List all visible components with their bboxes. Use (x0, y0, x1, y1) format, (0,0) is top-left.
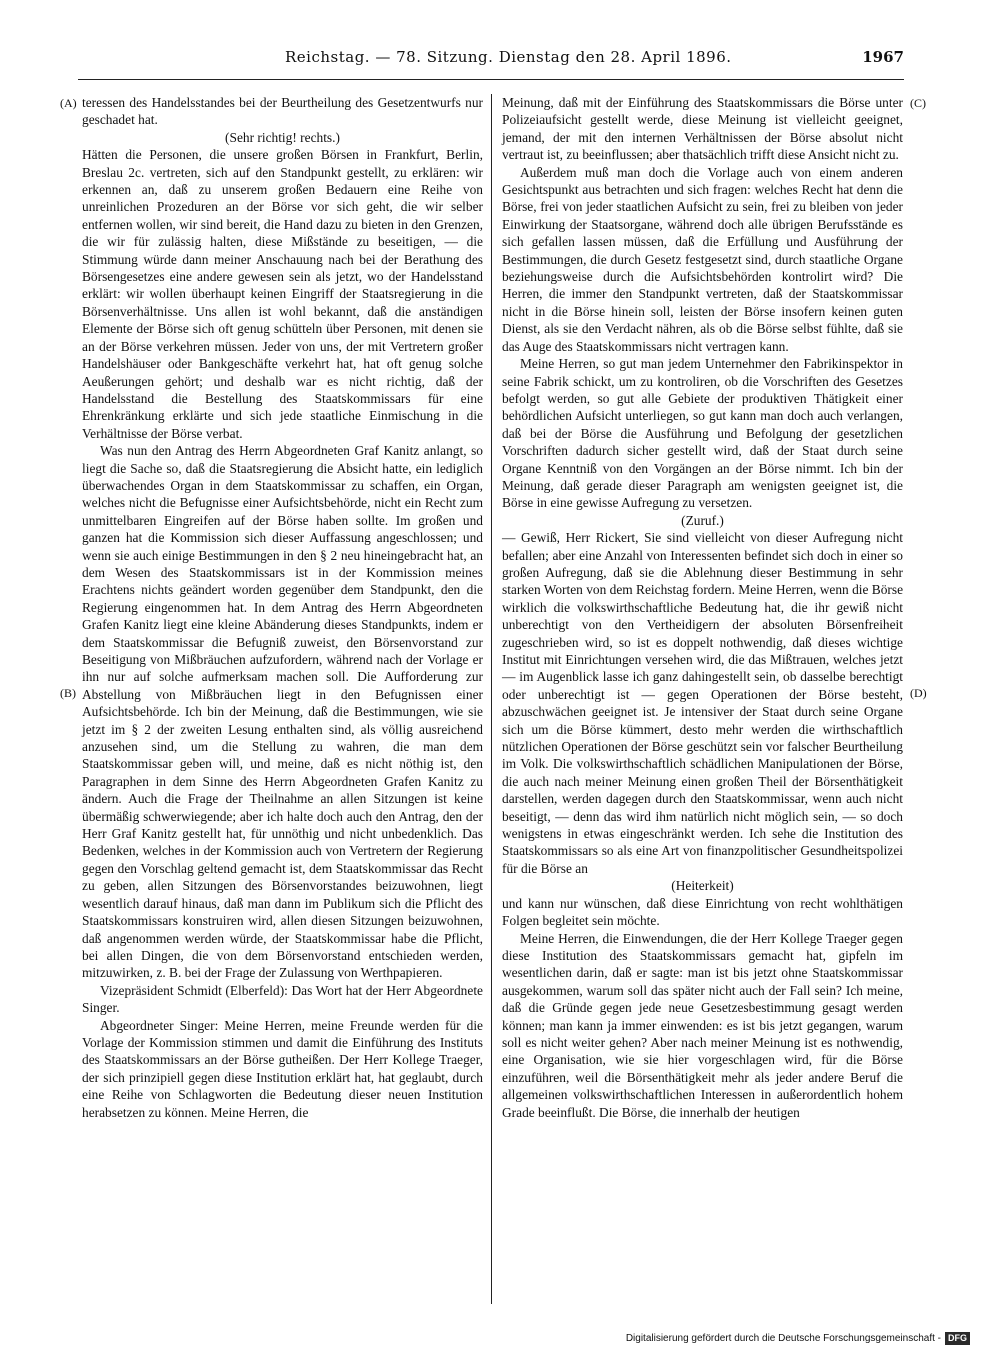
speaker-paragraph: Vizepräsident Schmidt (Elberfeld): Das Wort hat der Herr Abgeordnete Singer. (82, 982, 483, 1016)
paragraph: — Gewiß, Herr Rickert, Sie sind vielleicht von dieser Aufregung nicht befallen; aber eine Anzahl von Interessenten befindet sich doch in einer so großen Aufregung, daß sie die Ablehnung dieser Bestimmung in sehr starken Worten von dem Reichstag fordern. Meine Herren, wenn die Börse wirklich die volkswirthschaftliche Bedeutung hat, die ihr gewiß nicht unberechtigt von den Vertheidigern der absoluten Börsenfreiheit zugeschrieben wird, so ist es doppelt nothwendig, daß dieses wichtige Institut mit Einrichtungen versehen wird, die das Mißtrauen, welches jetzt — im Augenblick lasse ich ganz dahingestellt sein, ob dasselbe berechtigt oder unberechtigt ist — gegen Operationen der Börse besteht, abzuschwächen geeignet ist. Je intensiver der Staat durch seine Organe sich um die Börse kümmert, desto mehr werden die wirthschaftlich nützlichen Operationen der Börse geschützt sein vor falscher Beurtheilung im Volk. Die volkswirthschaftlich schädlichen Manipulationen der Börse, die auch nach meiner Meinung einen großen Theil der Börsenthätigkeit darstellen, werden dagegen durch den Staatskommissar, wenn auch nicht beseitigt, — denn das wird ihm natürlich nicht möglich sein, — so doch wenigstens in etwas eingeschränkt werden. Ich sehe die Institution des Staatskommissars so als eine Art von finanzpolitischer Gesundheitspolizei für die Börse an (502, 530, 904, 876)
paragraph: Was nun den Antrag des Herrn Abgeordneten Graf Kanitz anlangt, so liegt die Sache so, daß die Staatsregierung die Absicht hatte, ein lediglich überwachendes Organ in dem Staatskommissar zu schaffen, ein Organ, welches nicht die Befugnisse einer Aufsichtsbehörde, nicht ein Recht zum unmittelbaren Eingreifen auf der Börse haben sollte. Im großen und ganzen hat die Kommission sich dieser Auffassung angeschlossen; und wenn sie auch einige Bestimmungen in den § 2 neu hineingebracht hat, an dem Wesen des Staatskommissars ist in der Kommission meines Erachtens nichts geändert worden gegenüber dem Standpunkt, den die Regierung eingenommen hat. In dem Antrag des Herrn Abgeordneten Grafen Kanitz liegt eine kleine Abänderung dieses Standpunkts, indem er dem Staatskommissar die Befugniß zuweist, den Börsenvorstand zur Beseitigung von Mißbräuchen aufzufordern, während nach der Vorlage er ihn nur auf solche aufmerksam machen soll. Die Aufforderung zur Abstellung von Mißbräuchen liegt in den Befugnissen einer Aufsichtsbehörde. Ich bin der Meinung, daß die Bestimmungen, wie sie jetzt im § 2 der zweiten Lesung enthalten sind, als völlig ausreichend anzusehen sind, um die Stellung zu wahren, die man dem Staatskommissar geben will, und meine, daß es nicht nöthig ist, den Paragraphen in dem Sinne des Herrn Abgeordneten Grafen Kanitz zu ändern. Auch die Frage der Theilnahme an allen Sitzungen ist keine übermäßig schwerwiegende; aber ich halte doch auch den Antrag, den der Herr Graf Kanitz gestellt hat, für unnöthig und nicht unbedenklich. Das Bedenken, welches in der Kommission auch von Vertretern der Regierung gegen den Vorschlag geltend gemacht ist, dem Staatskommissar das Recht zu geben, allen Sitzungen des Börsenvorstandes beizuwohnen, liegt wesentlich darauf hinaus, daß man dann im Publikum sich die Pflicht des Staatskommissars konstruiren wird, allen diesen Sitzungen beizuwohnen, daß angenommen werden würde, der Staatskommissar habe die Pflicht, bei allen Dingen, die von dem Börsenvorstand entschieden werden, mitzuwirken, z. B. bei der Frage der Zulassung von Werthpapieren. (82, 443, 483, 981)
margin-marker-d: (D) (910, 686, 927, 700)
paragraph: Meinung, daß mit der Einführung des Staatskommissars die Börse unter Polizeiaufsicht gestellt werde, diese Meinung ist vielleicht geeignet, jemand, der mit den internen Verhältnissen der Börse absolut nicht vertraut ist, zu beeinflussen; aber thatsächlich trifft diese Ansicht nicht zu. (502, 95, 903, 163)
paragraph: teressen des Handelsstandes bei der Beurtheilung des Gesetzentwurfs nur geschadet hat. (82, 95, 483, 128)
paragraph: Meine Herren, die Einwendungen, die der Herr Kollege Traeger gegen diese Institution des Staatskommissars gemacht hat, gipfeln im wesentlichen darin, daß er sagte: man ist bis jetzt ohne Staatskommissar ausgekommen, warum soll das später nicht auch der Fall sein? Ich meine, daß die Gründe gegen jede neue Gesetzesbestimmung gesagt werden können; man kann ja immer einwenden: es ist bis jetzt gegangen, warum soll es nicht weiter gehen? Aber nach meiner Meinung ist es nothwendig, eine Organisation, wie sie hier vorgeschlagen wird, für die Börse einzuführen, weil die Börsenthätigkeit mehr als jeder andere Beruf die allgemeinen volkswirthschaftlichen Interessen in außerordentlich hohem Grade beeinflußt. Die Börse, die innerhalb der heutigen (502, 930, 903, 1120)
credit-text: Digitalisierung gefördert durch die Deutsche Forschungsgemeinschaft - (625, 1333, 941, 1344)
column-separator (491, 94, 492, 1304)
header-rule (78, 79, 904, 80)
margin-marker-a: (A) (60, 96, 77, 110)
interjection: (Sehr richtig! rechts.) (225, 129, 340, 145)
interjection: (Zuruf.) (681, 512, 724, 528)
header-title: Reichstag. — 78. Sitzung. Dienstag den 28. April 1896. (285, 48, 732, 66)
dfg-logo: DFG (945, 1332, 970, 1345)
digitization-credit (626, 1332, 970, 1345)
paragraph: und kann nur wünschen, daß diese Einrichtung von recht wohlthätigen Folgen begleitet sein möchte. (502, 895, 903, 929)
paragraph: Außerdem muß man doch die Vorlage auch von einem anderen Gesichtspunkt aus betrachten und sich fragen: welches Recht hat denn die Börse, frei von jeder staatlichen Aufsicht zu sein, frei zu bleiben von jeder Einwirkung der Staatsorgane, während doch alle übrigen Berufsstände es sich gefallen lassen müssen, daß die Erfüllung und Ausführung der Bestimmungen, die durch Gesetz festgesetzt sind, durch staatliche Organe beziehungsweise durch die Aufsichtsbehörden kontrolirt wird? Die Herren, die immer den Standpunkt vertreten, daß der Staatskommissar nicht in die Börse hinein soll, leisten der Börse insofern keinen guten Dienst, als sie den Verdacht nähren, als ob die Börse selbst fühlte, daß sie das Auge des Staatskommissars nicht vertragen kann. (502, 164, 903, 354)
margin-marker-b: (B) (60, 686, 76, 700)
paragraph: Meine Herren, so gut man jedem Unternehmer den Fabrikinspektor in seine Fabrik schickt, um zu kontroliren, ob die Vorschriften des Gesetzes befolgt werden, so gut alle Gebiete der produktiven Thätigkeit einer behördlichen Aufsicht unterliegen, so gut kann man doch auch verlangen, daß bei der Börse die Ausführung und Befolgung der gesetzlichen Vorschriften dadurch sicher gestellt wird, daß der Staat durch seine Organe Kenntniß von den Vorgängen an der Börse nimmt. Ich bin der Meinung, daß gerade dieser Paragraph am wenigsten geeignet ist, die Börse in eine gewisse Aufregung zu versetzen. (502, 356, 903, 511)
margin-marker-c: (C) (910, 96, 926, 110)
right-column (502, 94, 903, 1121)
page-number: 1967 (862, 48, 904, 66)
left-column (82, 94, 483, 1121)
running-header (30, 48, 910, 72)
interjection: (Heiterkeit) (671, 878, 734, 894)
speaker-paragraph: Abgeordneter Singer: Meine Herren, meine Freunde werden für die Vorlage der Kommission stimmen und damit die Einführung des Instituts des Staatskommissars an der Börse gutheißen. Der Herr Kollege Traeger, der sich prinzipiell gegen diese Institution erklärt hat, hat geglaubt, durch eine Reihe von Schlagworten die Bedeutung dieser neuen Institution herabsetzen zu können. Meine Herren, die (82, 1017, 483, 1120)
paragraph: Hätten die Personen, die unsere großen Börsen in Frankfurt, Berlin, Breslau 2c. vertreten, sich auf den Standpunkt gestellt, zu erklären: wir erkennen an, daß zu unserem großen Bedauern eine Reihe von unreinlichen Prozeduren an der Börse vor sich geht, die wir selber entfernen wollen, wir sind bereit, die Hand dazu zu bieten in den Grenzen, die wir für zulässig halten, diese Mißstände zu beseitigen, — die Stimmung würde dann meiner Anschauung nach bei der Berathung des Börsengesetzes eine andere gewesen sein als jetzt, wo der Handelsstand erklärt: wir wollen überhaupt keinen Eingriff der Staatsregierung in die Börsenverhältnisse. Uns allen ist wohl bekannt, daß die anständigen Elemente der Börse sich oft genug schütteln über Personen, mit denen sie an der Börse verkehren müssen. Jeder von uns, der mit Vertretern großer Handelshäuser oder Bankgeschäfte verkehrt hat, hat oft genug solche Aeußerungen gehört; und deshalb war es nicht richtig, daß der Handelsstand die Bestellung des Staatskommissars für eine Ehrenkränkung erklärte und sich jede staatliche Einmischung in die Verhältnisse der Börse verbat. (82, 147, 483, 441)
